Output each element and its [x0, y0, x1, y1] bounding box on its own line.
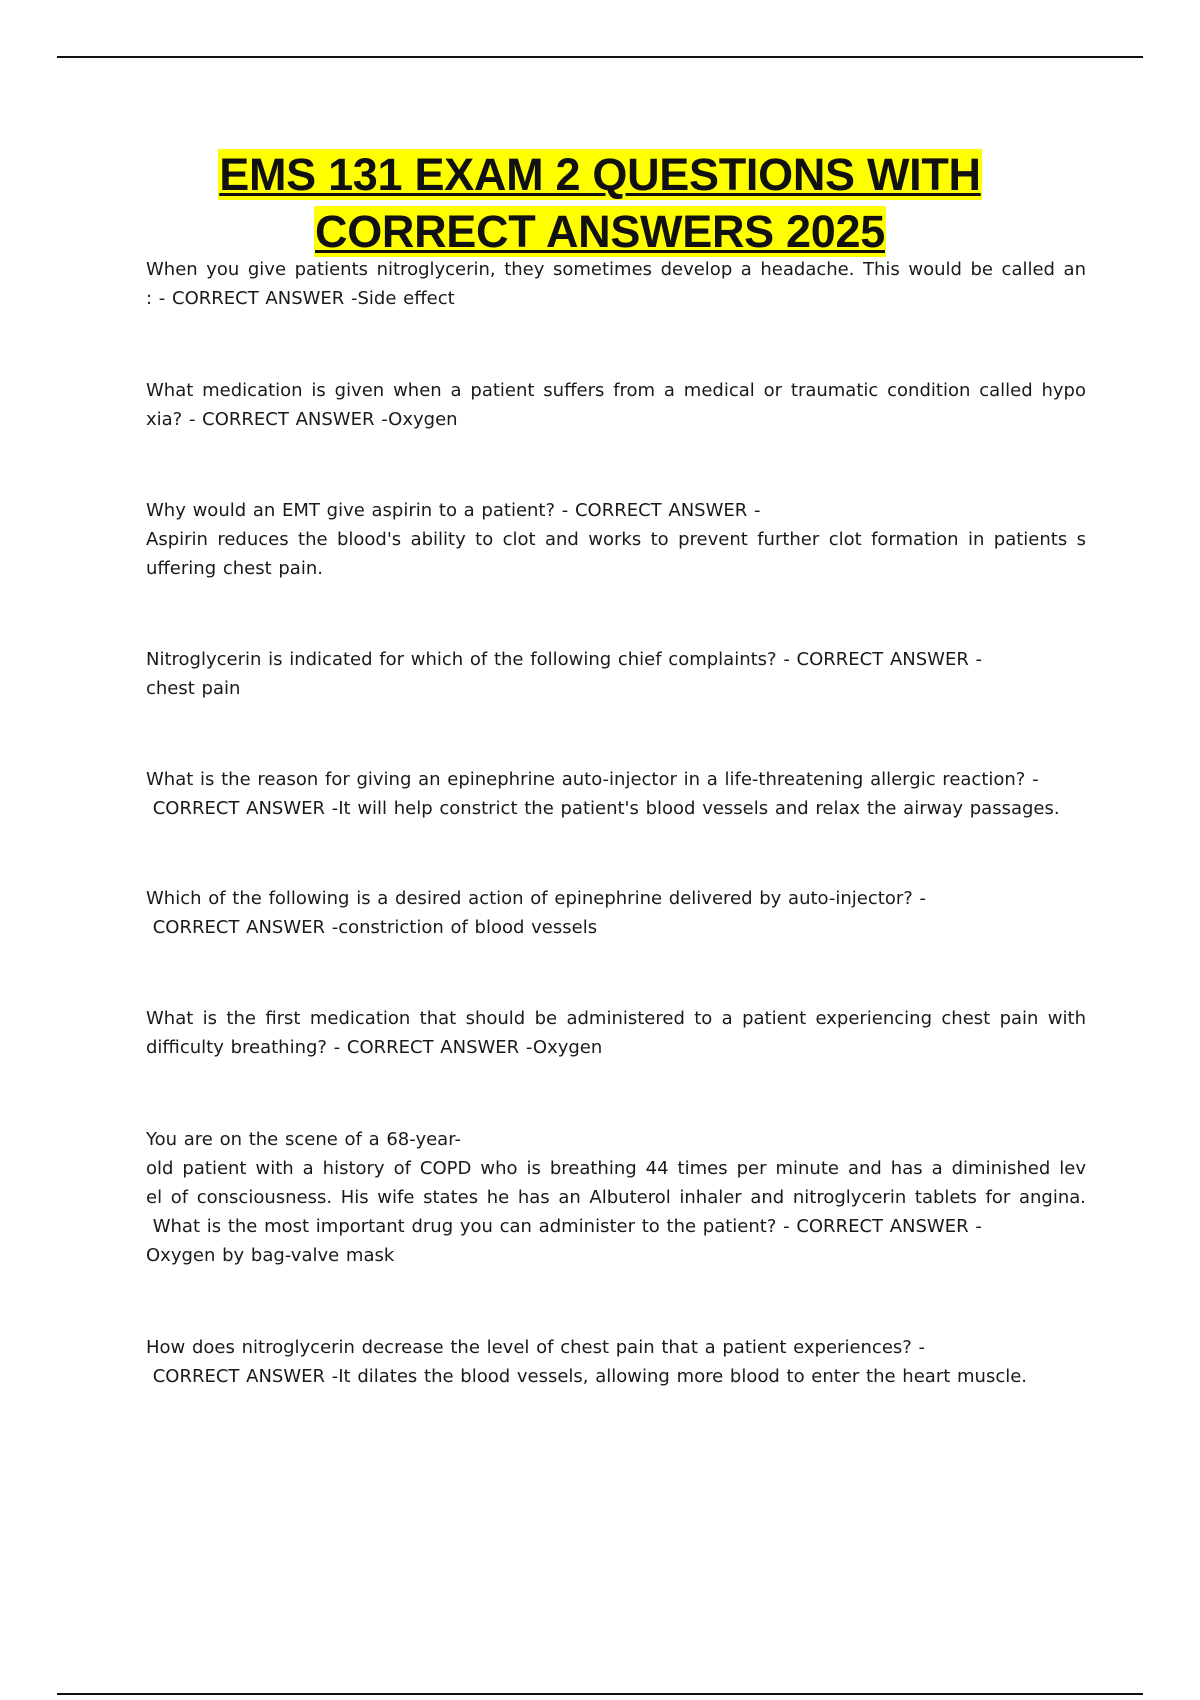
qa-item: [146, 1125, 1086, 1270]
qa-line: CORRECT ANSWER -It will help constrict the patient's blood vessels and relax the airway passages.: [146, 798, 1060, 819]
header-rule: [57, 56, 1143, 58]
qa-line: What medication is given when a patient suffers from a medical or traumatic condition called hypo: [146, 380, 1086, 401]
qa-line: CORRECT ANSWER -It dilates the blood vessels, allowing more blood to enter the heart muscle.: [146, 1366, 1028, 1387]
qa-line: Nitroglycerin is indicated for which of the following chief complaints? - CORRECT ANSWER -: [146, 649, 983, 670]
title-line-2: CORRECT ANSWERS 2025: [315, 206, 885, 257]
qa-line: What is the first medication that should be administered to a patient experiencing chest pain with: [146, 1008, 1086, 1029]
qa-line: How does nitroglycerin decrease the level of chest pain that a patient experiences? -: [146, 1337, 926, 1358]
qa-item: [146, 1004, 1086, 1062]
qa-item: [146, 884, 1086, 942]
qa-line: Aspirin reduces the blood's ability to clot and works to prevent further clot formation in patients s: [146, 529, 1086, 550]
qa-line: What is the reason for giving an epinephrine auto-injector in a life-threatening allergic reaction? -: [146, 769, 1039, 790]
qa-line: You are on the scene of a 68-year-: [146, 1129, 461, 1150]
qa-line: CORRECT ANSWER -constriction of blood vessels: [146, 917, 598, 938]
qa-line: el of consciousness. His wife states he has an Albuterol inhaler and nitroglycerin tablets for angina.: [146, 1187, 1086, 1208]
qa-line: Oxygen by bag-valve mask: [146, 1245, 395, 1266]
qa-item: [146, 255, 1086, 313]
qa-line: When you give patients nitroglycerin, they sometimes develop a headache. This would be called an: [146, 259, 1086, 280]
document-title: [100, 146, 1100, 260]
qa-line: difficulty breathing? - CORRECT ANSWER -Oxygen: [146, 1037, 603, 1058]
qa-line: old patient with a history of COPD who is breathing 44 times per minute and has a diminished lev: [146, 1158, 1086, 1179]
qa-item: [146, 496, 1086, 583]
qa-line: uffering chest pain.: [146, 558, 323, 579]
qa-line: What is the most important drug you can administer to the patient? - CORRECT ANSWER -: [146, 1216, 982, 1237]
qa-line: Which of the following is a desired action of epinephrine delivered by auto-injector? -: [146, 888, 927, 909]
qa-line: chest pain: [146, 678, 241, 699]
qa-line: xia? - CORRECT ANSWER -Oxygen: [146, 409, 458, 430]
title-line-1: EMS 131 EXAM 2 QUESTIONS WITH: [219, 149, 981, 200]
qa-item: [146, 765, 1086, 823]
qa-item: [146, 645, 1086, 703]
qa-item: [146, 1333, 1086, 1391]
qa-line: Why would an EMT give aspirin to a patient? - CORRECT ANSWER -: [146, 500, 761, 521]
qa-line: : - CORRECT ANSWER -Side effect: [146, 288, 455, 309]
footer-rule: [57, 1693, 1143, 1695]
qa-item: [146, 376, 1086, 434]
